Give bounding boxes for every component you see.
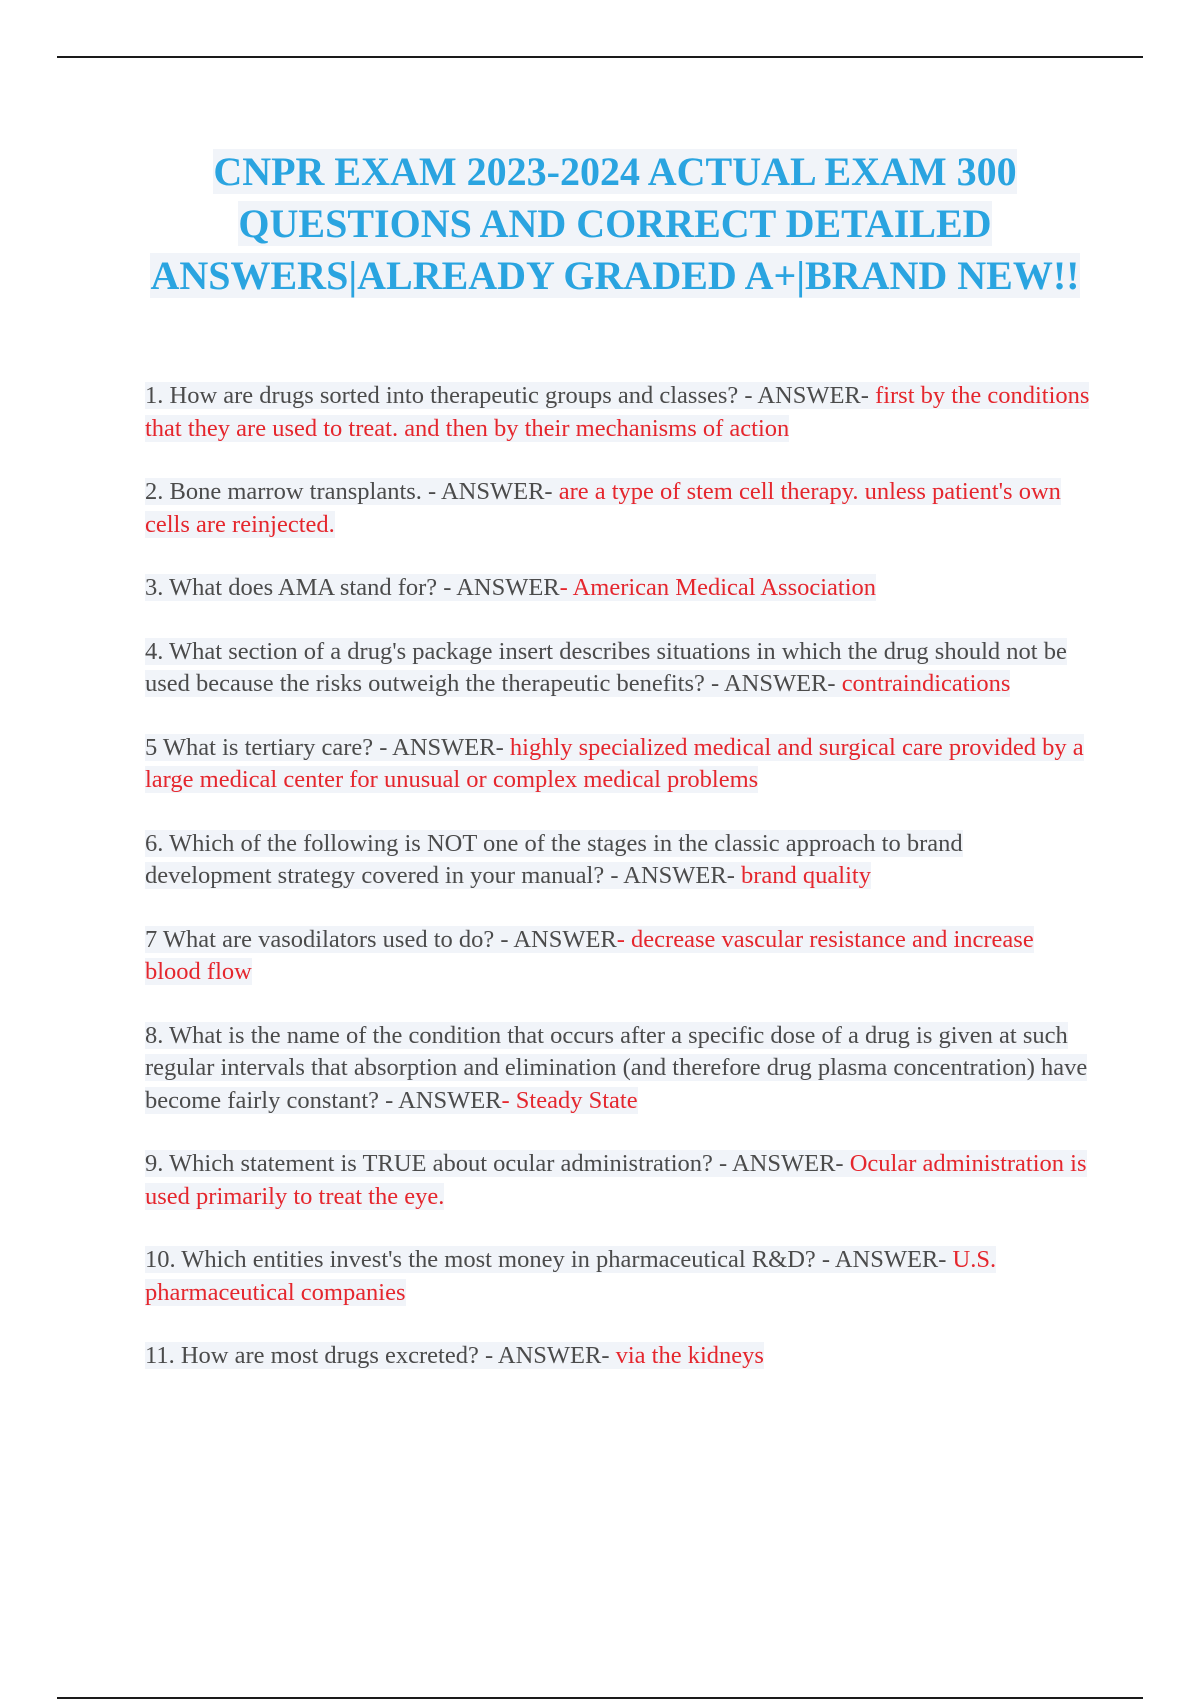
answer-text: - decrease vascular resistance and increase blood flow xyxy=(145,925,1034,985)
qa-item-10 xyxy=(145,1244,1095,1309)
answer-text: highly specialized medical and surgical care provided by a large medical center for unusual or complex medical problems xyxy=(145,733,1084,793)
answer-text: contraindications xyxy=(835,670,1011,697)
qa-item-1 xyxy=(145,380,1095,445)
qa-item-5 xyxy=(145,732,1095,797)
answer-text: - Steady State xyxy=(501,1086,638,1114)
qa-item-4 xyxy=(145,636,1095,701)
document-title: CNPR EXAM 2023-2024 ACTUAL EXAM 300 QUESTIONS AND CORRECT DETAILED ANSWERS|ALREADY GRADED A+|BRAND NEW!! xyxy=(150,149,1080,298)
answer-text: U.S. pharmaceutical companies xyxy=(145,1246,997,1306)
answer-text: - American Medical Association xyxy=(559,574,877,601)
question-text: 5 What is tertiary care? - ANSWER- xyxy=(145,733,504,761)
question-text: 1. How are drugs sorted into therapeutic groups and classes? - ANSWER- xyxy=(145,382,869,409)
question-text: 3. What does AMA stand for? - ANSWER xyxy=(145,574,560,601)
bottom-rule xyxy=(57,1697,1143,1699)
qa-item-8 xyxy=(145,1020,1095,1118)
qa-item-9 xyxy=(145,1148,1095,1213)
answer-text: are a type of stem cell therapy. unless patient's own cells are reinjected. xyxy=(145,478,1061,538)
question-text: 7 What are vasodilators used to do? - ANSWER xyxy=(145,925,617,953)
top-rule xyxy=(57,56,1143,58)
answer-text: via the kidneys xyxy=(609,1342,764,1369)
answer-text: first by the conditions that they are used to treat. and then by their mechanisms of action xyxy=(145,382,1090,442)
qa-item-3 xyxy=(145,572,1095,605)
question-text: 8. What is the name of the condition that occurs after a specific dose of a drug is given at such regular intervals that absorption and elimination (and therefore drug plasma concentration) have become fairly constant? - ANSWER xyxy=(145,1021,1088,1114)
question-text: 9. Which statement is TRUE about ocular administration? - ANSWER- xyxy=(145,1150,844,1177)
answer-text: Ocular administration is used primarily to treat the eye. xyxy=(145,1150,1087,1210)
question-text: 6. Which of the following is NOT one of the stages in the classic approach to brand development strategy covered in your manual? - ANSWER- xyxy=(145,829,963,889)
question-text: 10. Which entities invest's the most money in pharmaceutical R&D? - ANSWER- xyxy=(145,1246,947,1273)
question-text: 11. How are most drugs excreted? - ANSWER- xyxy=(145,1342,610,1369)
qa-list xyxy=(145,380,1095,1404)
qa-item-2 xyxy=(145,476,1095,541)
question-text: 4. What section of a drug's package insert describes situations in which the drug should not be used because the risks outweigh the therapeutic benefits? - ANSWER- xyxy=(145,637,1067,697)
answer-text: brand quality xyxy=(734,862,871,889)
question-text: 2. Bone marrow transplants. - ANSWER- xyxy=(145,478,553,505)
qa-item-7 xyxy=(145,924,1095,989)
qa-item-11 xyxy=(145,1340,1095,1373)
qa-item-6 xyxy=(145,828,1095,893)
